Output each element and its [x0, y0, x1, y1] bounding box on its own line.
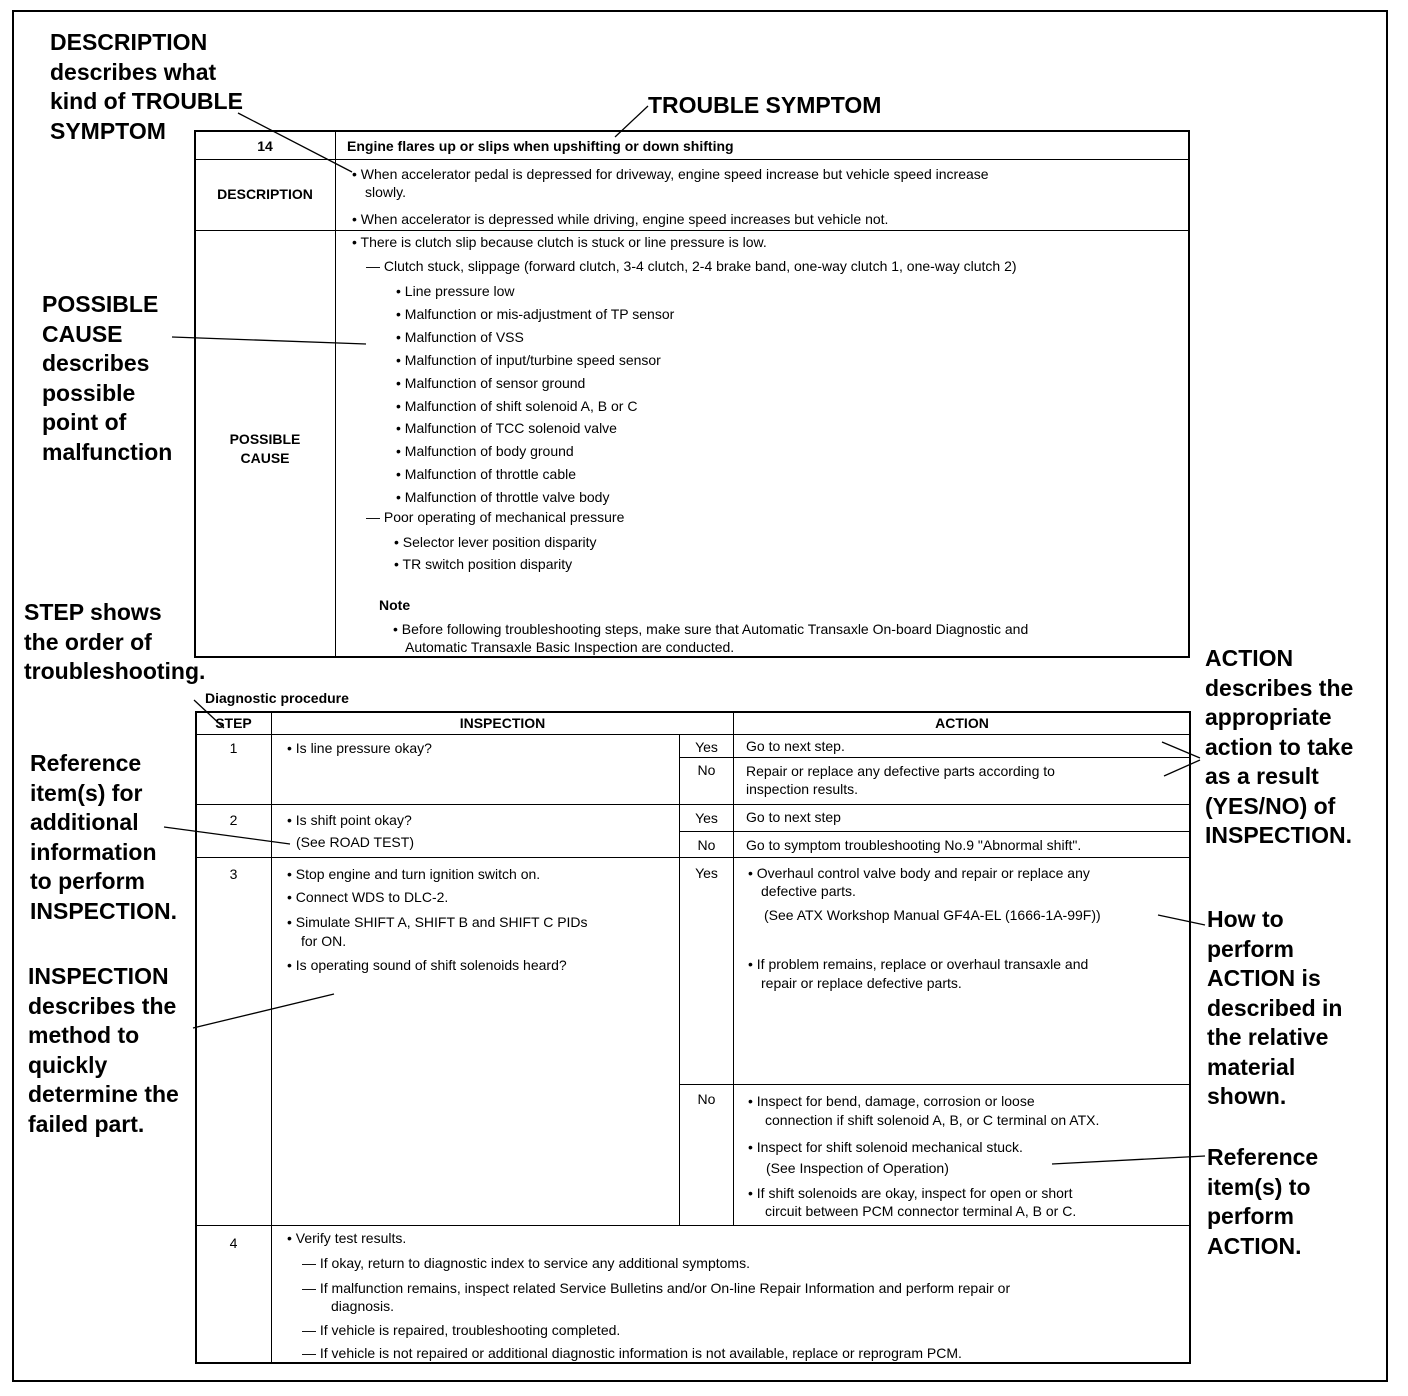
step4-inspection: — If malfunction remains, inspect related Service Bulletins and/or On-line Repair Information and perform repair or [302, 1280, 1011, 1296]
step3-no-action: • Inspect for shift solenoid mechanical stuck. [748, 1139, 1023, 1155]
step-number: 2 [229, 812, 238, 828]
column-divider [679, 735, 680, 1226]
step4-inspection: — If okay, return to diagnostic index to service any additional symptoms. [302, 1255, 750, 1271]
symptom-table-row-divider [195, 159, 1189, 160]
row-divider [196, 734, 1190, 735]
row-divider [680, 1084, 1190, 1085]
row-divider [196, 857, 1190, 858]
step1-inspection: • Is line pressure okay? [287, 740, 432, 756]
row-divider [196, 804, 1190, 805]
list-item: • Malfunction or mis-adjustment of TP sensor [396, 305, 675, 322]
step1-no-action: Repair or replace any defective parts according to [746, 763, 1055, 779]
list-item: • Line pressure low [396, 283, 515, 299]
header-step: STEP [215, 715, 252, 731]
procedure-caption: Diagnostic procedure [205, 690, 349, 706]
header-action: ACTION [935, 715, 989, 731]
list-item: • Malfunction of TCC solenoid valve [396, 420, 617, 437]
yes-label: Yes [695, 865, 718, 881]
callout-description: DESCRIPTION describes what kind of TROUBLE SYMPTOM [50, 29, 243, 144]
step3-no-action: circuit between PCM connector terminal A, B or C. [765, 1203, 1077, 1219]
callout-inspection: INSPECTION describes the method to quickly determine the failed part. [28, 963, 179, 1137]
row-divider [680, 831, 1190, 832]
callout-possible-cause: POSSIBLE CAUSE describes possible point of malfunction [42, 291, 173, 465]
list-item: • Selector lever position disparity [394, 534, 597, 550]
step3-inspection: • Stop engine and turn ignition switch on. [287, 866, 541, 882]
step3-yes-action: • If problem remains, replace or overhaul transaxle and [748, 956, 1089, 972]
column-divider [733, 712, 734, 1226]
note-label: Note [379, 597, 411, 613]
step3-yes-reference: (See ATX Workshop Manual GF4A-EL (1666-1A-99F)) [764, 907, 1101, 923]
list-item: • Malfunction of throttle valve body [396, 489, 610, 506]
callout-action: ACTION describes the appropriate action to take as a result (YES/NO) of INSPECTION. [1205, 645, 1354, 848]
callout-trouble-symptom: TROUBLE SYMPTOM [648, 92, 882, 118]
step1-yes-action: Go to next step. [746, 738, 845, 754]
list-item: • TR switch position disparity [394, 556, 573, 572]
no-label: No [697, 1091, 716, 1107]
cause-intro: • There is clutch slip because clutch is stuck or line pressure is low. [352, 234, 767, 250]
description-line: • When accelerator is depressed while driving, engine speed increases but vehicle not. [352, 211, 889, 227]
step3-inspection: • Connect WDS to DLC-2. [287, 889, 449, 905]
step-number: 4 [229, 1235, 238, 1251]
yes-label: Yes [695, 810, 718, 826]
step4-inspection: — If vehicle is not repaired or additional diagnostic information is not available, replace or reprogram PCM. [302, 1345, 962, 1361]
description-line: • When accelerator pedal is depressed for driveway, engine speed increase but vehicle speed increase [352, 166, 989, 182]
list-item: • Malfunction of input/turbine speed sensor [396, 351, 661, 368]
cause-list [394, 531, 597, 575]
column-divider [271, 712, 272, 1363]
step3-no-action: • If shift solenoids are okay, inspect for open or short [748, 1185, 1073, 1201]
list-item: • Malfunction of body ground [396, 443, 574, 460]
step4-inspection: • Verify test results. [287, 1230, 407, 1246]
no-label: No [697, 762, 716, 778]
step3-yes-action: repair or replace defective parts. [761, 975, 962, 991]
description-label: DESCRIPTION [217, 186, 313, 202]
list-item: • Malfunction of shift solenoid A, B or C [396, 397, 638, 414]
step3-inspection: • Simulate SHIFT A, SHIFT B and SHIFT C PIDs [287, 914, 588, 930]
step2-no-action: Go to symptom troubleshooting No.9 "Abnormal shift". [746, 837, 1082, 853]
symptom-table-column-divider [335, 131, 336, 657]
step3-inspection: • Is operating sound of shift solenoids heard? [287, 957, 567, 973]
list-item: • Malfunction of throttle cable [396, 466, 576, 483]
yes-label: Yes [695, 739, 718, 755]
header-inspection: INSPECTION [459, 715, 546, 731]
step-number: 3 [229, 866, 238, 882]
note-line: • Before following troubleshooting steps, make sure that Automatic Transaxle On-board Diagnostic and [393, 621, 1029, 637]
row-divider [680, 757, 1190, 758]
step4-inspection: — If vehicle is repaired, troubleshooting completed. [302, 1322, 621, 1338]
list-item: • Malfunction of VSS [396, 328, 524, 345]
callout-step: STEP shows the order of troubleshooting. [24, 599, 206, 684]
symptom-title: Engine flares up or slips when upshifting or down shifting [347, 138, 734, 154]
callout-reference-inspection: Reference item(s) for additional information to perform INSPECTION. [30, 750, 177, 924]
symptom-table-row-divider [195, 230, 1189, 231]
cause-list [396, 280, 674, 509]
step3-yes-action: defective parts. [761, 883, 856, 899]
list-item: • Malfunction of sensor ground [396, 374, 586, 391]
description-line: slowly. [365, 184, 406, 200]
step3-no-action: connection if shift solenoid A, B, or C terminal on ATX. [765, 1112, 1100, 1128]
callout-how-to-perform: How to perform ACTION is described in the relative material shown. [1207, 906, 1343, 1109]
step3-yes-action: • Overhaul control valve body and repair or replace any [748, 865, 1090, 881]
callout-reference-action: Reference item(s) to perform ACTION. [1207, 1144, 1319, 1259]
row-divider [196, 1225, 1190, 1226]
symptom-table [194, 130, 1190, 658]
step2-yes-action: Go to next step [746, 809, 841, 825]
step3-no-action: • Inspect for bend, damage, corrosion or loose [748, 1093, 1035, 1109]
no-label: No [697, 837, 716, 853]
step3-inspection: for ON. [301, 933, 347, 949]
symptom-number: 14 [257, 138, 273, 154]
cause-group: — Clutch stuck, slippage (forward clutch, 3-4 clutch, 2-4 brake band, one-way clutch 1, one-way clutch 2) [366, 258, 1017, 274]
step4-inspection: diagnosis. [331, 1298, 395, 1314]
step3-no-reference: (See Inspection of Operation) [766, 1160, 949, 1176]
step1-no-action: inspection results. [746, 781, 859, 797]
step2-reference: (See ROAD TEST) [296, 834, 414, 850]
step2-inspection: • Is shift point okay? [287, 812, 412, 828]
cause-group: — Poor operating of mechanical pressure [366, 509, 625, 525]
step-number: 1 [229, 740, 238, 756]
possible-cause-label: POSSIBLE CAUSE [229, 431, 301, 466]
note-line: Automatic Transaxle Basic Inspection are conducted. [405, 639, 735, 655]
